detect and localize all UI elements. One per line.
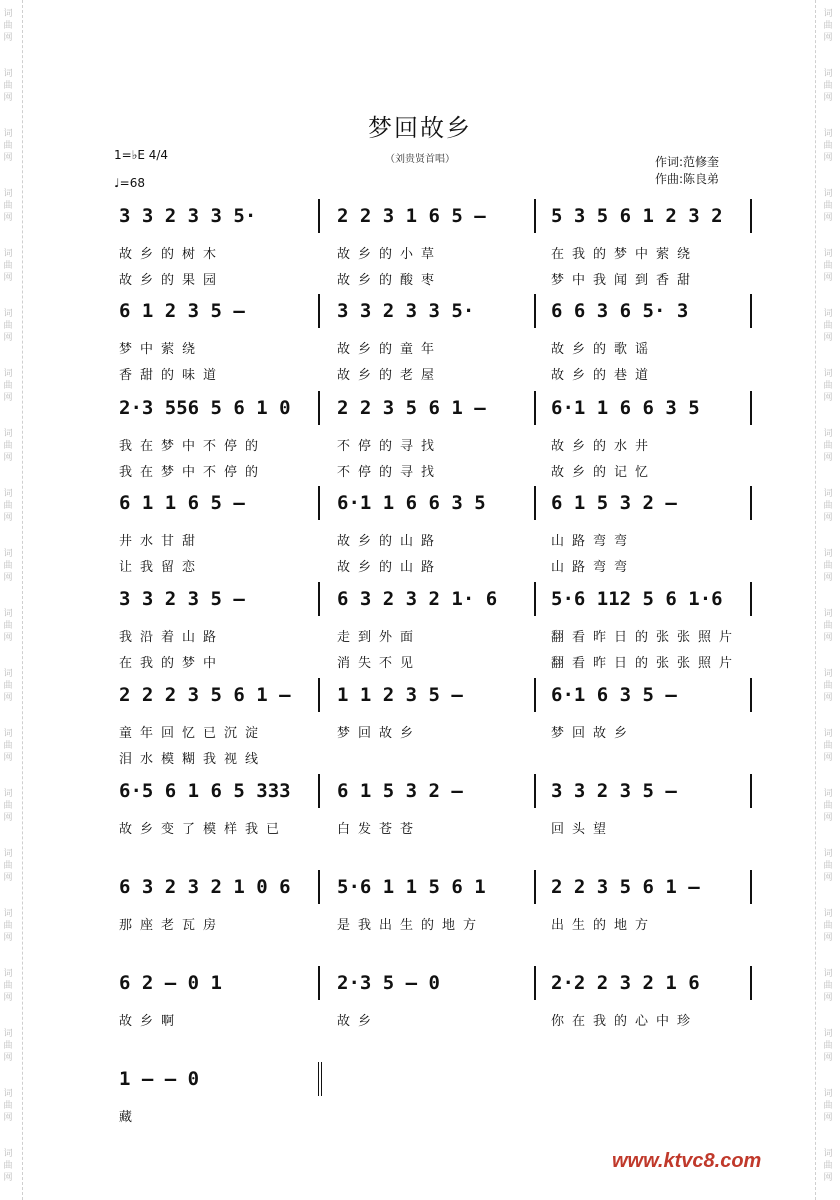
notes-line: [0, 1068, 840, 1100]
lyric-text: 梦中萦绕: [119, 342, 204, 357]
barline: [318, 582, 320, 616]
notes-line: [0, 205, 840, 237]
watermark-text: 词 曲 网: [3, 669, 13, 703]
lyric-text: 香甜的味道: [119, 368, 225, 383]
lyric-text: 我在梦中不停的: [119, 465, 267, 480]
lyric-text: 故乡的巷道: [551, 368, 657, 383]
lyric-text: 走到外面: [337, 630, 422, 645]
measure-notes: 2 2 3 5 6 1 –: [337, 397, 486, 419]
measure-notes: 6 1 5 3 2 –: [337, 780, 463, 802]
barline: [750, 199, 752, 233]
watermark-text: 词 曲 网: [823, 849, 833, 883]
lyric-text: 井水甘甜: [119, 534, 204, 549]
measure-notes: 2·3 556 5 6 1 0: [119, 397, 291, 419]
lyric-text: 故乡的小草: [337, 247, 443, 262]
barline: [534, 486, 536, 520]
barline: [534, 294, 536, 328]
composer-credit: 作曲:陈良弟: [655, 172, 720, 186]
barline: [750, 870, 752, 904]
watermark-text: 词 曲 网: [3, 909, 13, 943]
watermark-text: 词 曲 网: [3, 549, 13, 583]
watermark-text: 词 曲 网: [823, 249, 833, 283]
barline: [534, 199, 536, 233]
barline: [318, 391, 320, 425]
lyric-text: 故乡变了模样我已: [119, 822, 288, 837]
lyric-text: 梦回故乡: [337, 726, 422, 741]
watermark-text: 词 曲 网: [823, 549, 833, 583]
barline: [750, 294, 752, 328]
barline: [318, 774, 320, 808]
watermark-text: 词 曲 网: [3, 69, 13, 103]
lyric-text: 那座老瓦房: [119, 918, 225, 933]
lyric-text: 消失不见: [337, 656, 422, 671]
barline: [534, 391, 536, 425]
barline: [318, 486, 320, 520]
lyric-text: 翻看昨日的张张照片: [551, 656, 741, 671]
barline: [318, 199, 320, 233]
measure-notes: 6 3 2 3 2 1 0 6: [119, 876, 291, 898]
lyric-text: 泪水模糊我视线: [119, 752, 267, 767]
measure-notes: 3 3 2 3 3 5·: [337, 300, 475, 322]
lyric-text: 不停的寻找: [337, 439, 443, 454]
measure-notes: 2·2 2 3 2 1 6: [551, 972, 700, 994]
measure-notes: 6·1 6 3 5 –: [551, 684, 677, 706]
notes-line: [0, 780, 840, 812]
lyrics-line: [0, 269, 840, 287]
lyric-text: 故乡的老屋: [337, 368, 443, 383]
watermark-text: 词 曲 网: [3, 189, 13, 223]
lyric-text: 在我的梦中: [119, 656, 225, 671]
measure-notes: 6 6 3 6 5· 3: [551, 300, 689, 322]
measure-notes: 2 2 2 3 5 6 1 –: [119, 684, 291, 706]
lyric-text: 故乡的树木: [119, 247, 225, 262]
measure-notes: 6·1 1 6 6 3 5: [337, 492, 486, 514]
site-logo[interactable]: www.ktvc8.com: [612, 1150, 762, 1172]
notes-line: [0, 876, 840, 908]
measure-notes: 5·6 1 1 5 6 1: [337, 876, 486, 898]
lyric-text: 梦中我闻到香甜: [551, 273, 699, 288]
watermark-text: 词 曲 网: [823, 189, 833, 223]
watermark-text: 词 曲 网: [823, 429, 833, 463]
lyric-text: 故乡的记忆: [551, 465, 657, 480]
lyrics-line: [0, 461, 840, 479]
watermark-text: 词 曲 网: [3, 489, 13, 523]
lyrics-line: [0, 652, 840, 670]
lyric-text: 故乡: [337, 1014, 380, 1029]
barline: [750, 774, 752, 808]
watermark-text: 词 曲 网: [823, 489, 833, 523]
barline: [534, 966, 536, 1000]
barline: [750, 486, 752, 520]
watermark-text: 词 曲 网: [3, 369, 13, 403]
notes-line: [0, 492, 840, 524]
measure-notes: 2 2 3 5 6 1 –: [551, 876, 700, 898]
watermark-text: 词 曲 网: [3, 969, 13, 1003]
lyric-text: 山路弯弯: [551, 534, 636, 549]
tempo-marking: ♩=68: [114, 176, 145, 190]
watermark-text: 词 曲 网: [823, 369, 833, 403]
measure-notes: 5·6 112 5 6 1·6: [551, 588, 723, 610]
lyrics-line: [0, 530, 840, 548]
lyric-text: 故乡的山路: [337, 560, 443, 575]
lyrics-line: [0, 626, 840, 644]
watermark-text: 词 曲 网: [823, 729, 833, 763]
watermark-text: 词 曲 网: [3, 1029, 13, 1063]
watermark-text: 词 曲 网: [823, 1029, 833, 1063]
lyrics-line: [0, 556, 840, 574]
watermark-text: 词 曲 网: [823, 1149, 833, 1183]
lyric-text: 回头望: [551, 822, 615, 837]
final-barline: [318, 1062, 322, 1096]
lyric-text: 故乡的酸枣: [337, 273, 443, 288]
lyric-text: 故乡的山路: [337, 534, 443, 549]
watermark-text: 词 曲 网: [823, 309, 833, 343]
notes-line: [0, 588, 840, 620]
lyric-text: 你在我的心中珍: [551, 1014, 699, 1029]
notes-line: [0, 300, 840, 332]
measure-notes: 1 – – 0: [119, 1068, 200, 1090]
watermark-text: 词 曲 网: [823, 669, 833, 703]
lyric-text: 出生的地方: [551, 918, 657, 933]
watermark-text: 词 曲 网: [3, 429, 13, 463]
lyric-text: 故乡的歌谣: [551, 342, 657, 357]
measure-notes: 6 1 2 3 5 –: [119, 300, 245, 322]
watermark-text: 词 曲 网: [823, 789, 833, 823]
watermark-text: 词 曲 网: [3, 9, 13, 43]
lyrics-line: [0, 748, 840, 766]
lyric-text: 山路弯弯: [551, 560, 636, 575]
lyric-text: 是我出生的地方: [337, 918, 485, 933]
watermark-text: 词 曲 网: [3, 249, 13, 283]
barline: [318, 678, 320, 712]
measure-notes: 3 3 2 3 3 5·: [119, 205, 257, 227]
barline: [750, 678, 752, 712]
measure-notes: 6·1 1 6 6 3 5: [551, 397, 700, 419]
measure-notes: 2 2 3 1 6 5 –: [337, 205, 486, 227]
watermark-text: 词 曲 网: [823, 9, 833, 43]
lyrics-line: [0, 1010, 840, 1028]
watermark-text: 词 曲 网: [823, 129, 833, 163]
lyric-text: 故乡的童年: [337, 342, 443, 357]
lyrics-line: [0, 243, 840, 261]
measure-notes: 6 1 5 3 2 –: [551, 492, 677, 514]
watermark-text: 词 曲 网: [823, 1089, 833, 1123]
lyric-text: 不停的寻找: [337, 465, 443, 480]
lyric-text: 故乡啊: [119, 1014, 183, 1029]
song-title: 梦回故乡: [368, 114, 472, 142]
watermark-text: 词 曲 网: [3, 729, 13, 763]
lyrics-line: [0, 338, 840, 356]
barline: [750, 966, 752, 1000]
barline: [318, 870, 320, 904]
singer-note: （刘贵贤首唱）: [385, 154, 455, 165]
watermark-text: 词 曲 网: [3, 129, 13, 163]
measure-notes: 1 1 2 3 5 –: [337, 684, 463, 706]
lyrics-line: [0, 435, 840, 453]
lyric-text: 童年回忆已沉淀: [119, 726, 267, 741]
measure-notes: 5 3 5 6 1 2 3 2: [551, 205, 723, 227]
lyrics-line: [0, 1106, 840, 1124]
watermark-text: 词 曲 网: [3, 1149, 13, 1183]
barline: [534, 678, 536, 712]
lyric-text: 我在梦中不停的: [119, 439, 267, 454]
lyric-text: 让我留恋: [119, 560, 204, 575]
lyric-text: 白发苍苍: [337, 822, 422, 837]
measure-notes: 6·5 6 1 6 5 333: [119, 780, 291, 802]
lyric-text: 梦回故乡: [551, 726, 636, 741]
lyrics-line: [0, 818, 840, 836]
barline: [750, 582, 752, 616]
lyric-text: 在我的梦中萦绕: [551, 247, 699, 262]
barline: [534, 774, 536, 808]
measure-notes: 6 3 2 3 2 1· 6: [337, 588, 498, 610]
watermark-text: 词 曲 网: [3, 309, 13, 343]
measure-notes: 3 3 2 3 5 –: [119, 588, 245, 610]
watermark-text: 词 曲 网: [823, 609, 833, 643]
barline: [534, 582, 536, 616]
notes-line: [0, 972, 840, 1004]
key-signature: 1=♭E 4/4: [114, 148, 169, 162]
watermark-text: 词 曲 网: [3, 789, 13, 823]
watermark-text: 词 曲 网: [823, 969, 833, 1003]
lyricist-credit: 作词:范修奎: [655, 155, 720, 169]
lyric-text: 翻看昨日的张张照片: [551, 630, 741, 645]
measure-notes: 2·3 5 – 0: [337, 972, 440, 994]
lyric-text: 故乡的果园: [119, 273, 225, 288]
notes-line: [0, 397, 840, 429]
lyrics-line: [0, 364, 840, 382]
barline: [534, 870, 536, 904]
notes-line: [0, 684, 840, 716]
lyrics-line: [0, 914, 840, 932]
measure-notes: 3 3 2 3 5 –: [551, 780, 677, 802]
lyric-text: 故乡的水井: [551, 439, 657, 454]
barline: [318, 294, 320, 328]
lyric-text: 我沿着山路: [119, 630, 225, 645]
lyric-text: 藏: [119, 1110, 141, 1125]
watermark-text: 词 曲 网: [3, 609, 13, 643]
watermark-text: 词 曲 网: [823, 69, 833, 103]
lyrics-line: [0, 722, 840, 740]
watermark-text: 词 曲 网: [3, 849, 13, 883]
measure-notes: 6 1 1 6 5 –: [119, 492, 245, 514]
watermark-text: 词 曲 网: [3, 1089, 13, 1123]
barline: [750, 391, 752, 425]
measure-notes: 6 2 – 0 1: [119, 972, 222, 994]
watermark-text: 词 曲 网: [823, 909, 833, 943]
barline: [318, 966, 320, 1000]
